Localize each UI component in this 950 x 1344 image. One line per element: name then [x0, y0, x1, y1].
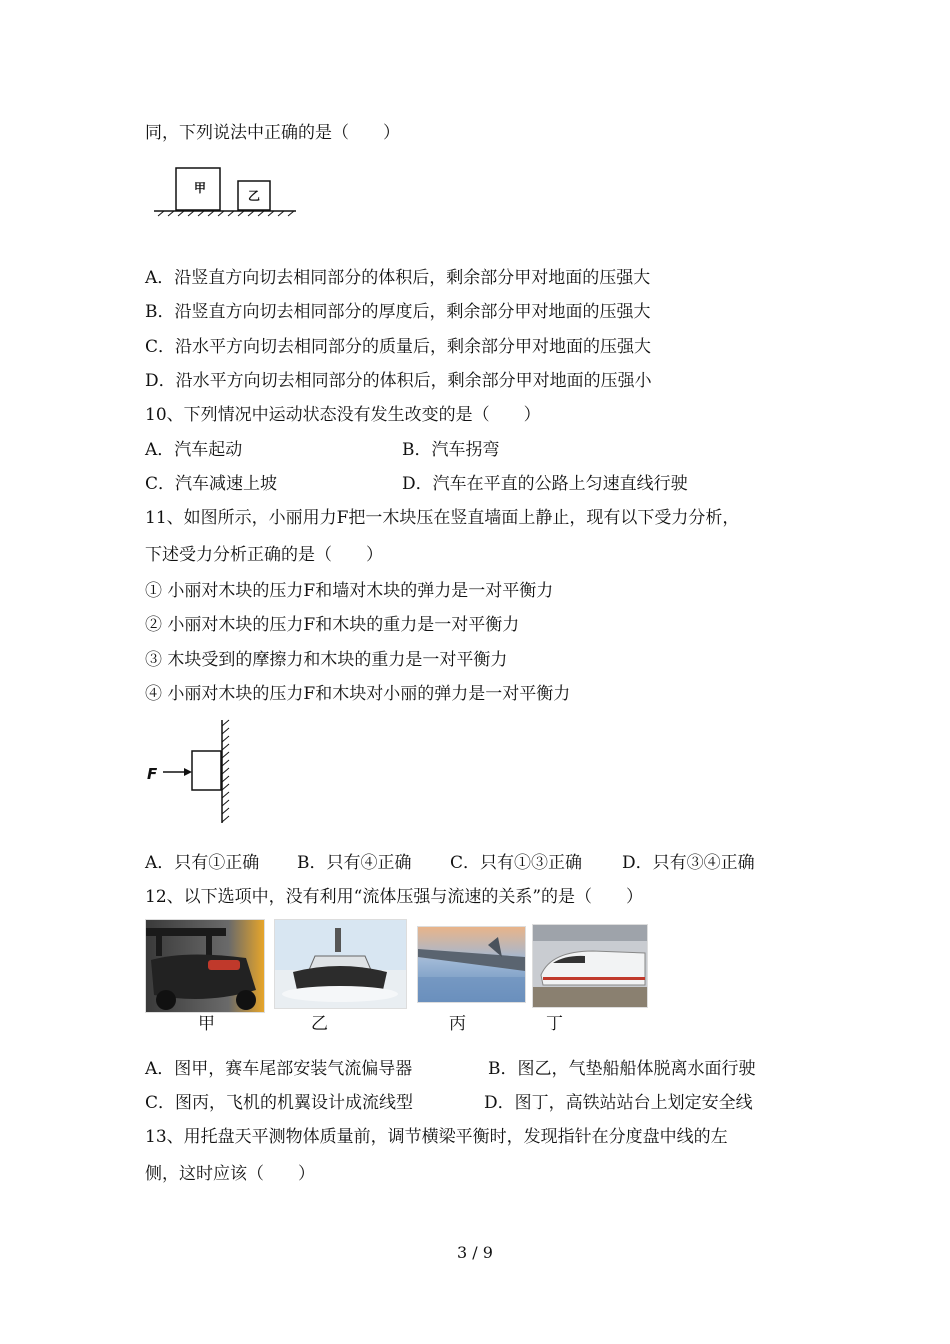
q12-option-a: A．图甲，赛车尾部安装气流偏导器: [145, 1059, 413, 1079]
photo-high-speed-train: [532, 924, 648, 1008]
photo-airplane-wing: [417, 926, 526, 1003]
q11-statement-3: ③ 木块受到的摩擦力和木块的重力是一对平衡力: [145, 650, 508, 670]
photo-hovercraft: [274, 919, 407, 1009]
q11-option-b: B．只有④正确: [297, 853, 412, 873]
caption-bing: 丙: [449, 1014, 466, 1034]
q13-stem-line2: 侧，这时应该（ ）: [145, 1164, 315, 1184]
caption-ding: 丁: [546, 1014, 563, 1034]
q12-option-b: B．图乙，气垫船船体脱离水面行驶: [488, 1059, 756, 1079]
q9-option-b: B．沿竖直方向切去相同部分的厚度后，剩余部分甲对地面的压强大: [145, 302, 651, 322]
q9-option-c: C．沿水平方向切去相同部分的质量后，剩余部分甲对地面的压强大: [145, 337, 652, 357]
q11-wall-figure: [145, 718, 245, 826]
q10-option-a: A．汽车起动: [145, 440, 243, 460]
q12-option-d: D．图丁，高铁站站台上划定安全线: [484, 1093, 753, 1113]
q11-stem-line1: 11、如图所示，小丽用力F把一木块压在竖直墙面上静止，现有以下受力分析，: [145, 508, 740, 528]
q10-stem: 10、下列情况中运动状态没有发生改变的是（ ）: [145, 405, 541, 425]
page-number: 3 / 9: [457, 1243, 493, 1262]
q11-stem-line2: 下述受力分析正确的是（ ）: [145, 545, 383, 565]
q11-option-a: A．只有①正确: [145, 853, 260, 873]
q11-option-d: D．只有③④正确: [622, 853, 755, 873]
wooden-block: [192, 751, 221, 790]
photo-race-car: [145, 919, 265, 1013]
q11-statement-4: ④ 小丽对木块的压力F和木块对小丽的弹力是一对平衡力: [145, 684, 571, 704]
q13-stem-line1: 13、用托盘天平测物体质量前，调节横梁平衡时，发现指针在分度盘中线的左: [145, 1127, 728, 1147]
q9-blocks-figure: [150, 162, 300, 220]
q11-statement-1: ① 小丽对木块的压力F和墙对木块的弹力是一对平衡力: [145, 581, 554, 601]
q9-option-a: A．沿竖直方向切去相同部分的体积后，剩余部分甲对地面的压强大: [145, 268, 651, 288]
block-yi-label: 乙: [248, 189, 261, 203]
caption-jia: 甲: [198, 1014, 215, 1034]
force-label: F: [147, 765, 158, 783]
q12-stem: 12、以下选项中，没有利用“流体压强与流速的关系”的是（ ）: [145, 887, 644, 907]
q9-stem-tail: 同，下列说法中正确的是（ ）: [145, 123, 400, 143]
caption-yi: 乙: [311, 1014, 328, 1034]
q9-option-d: D．沿水平方向切去相同部分的体积后，剩余部分甲对地面的压强小: [145, 371, 652, 391]
q10-option-d: D．汽车在平直的公路上匀速直线行驶: [402, 474, 688, 494]
q11-statement-2: ② 小丽对木块的压力F和木块的重力是一对平衡力: [145, 615, 520, 635]
force-arrowhead: [184, 768, 192, 776]
q10-option-c: C．汽车减速上坡: [145, 474, 278, 494]
q11-option-c: C．只有①③正确: [450, 853, 583, 873]
q10-option-b: B．汽车拐弯: [402, 440, 500, 460]
block-jia-label: 甲: [194, 181, 207, 195]
q12-option-c: C．图丙，飞机的机翼设计成流线型: [145, 1093, 414, 1113]
